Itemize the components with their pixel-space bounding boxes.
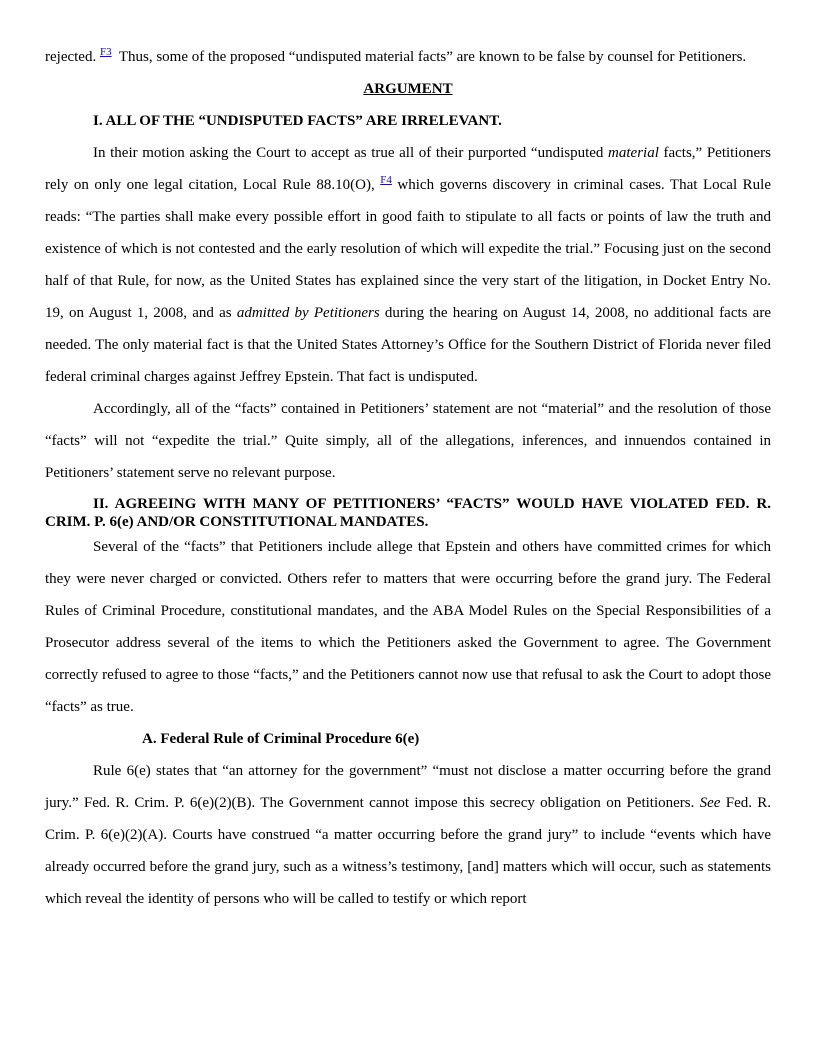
paragraph-3: Several of the “facts” that Petitioners include allege that Epstein and others have committed crimes for which they were never charged or convicted. Others refer to matters that were occurring before the grand jury. The Federal Rules of Criminal Procedure, constitutional mandates, and the ABA Model Rules on the Special Responsibilities of a Prosecutor address several of the items to which the Petitioners asked the Government to agree. The Government correctly refused to agree to those “facts,” and the Petitioners cannot now use that refusal to ask the Court to adopt those “facts” as true. — [45, 539, 771, 715]
section-heading-2: II. AGREEING WITH MANY OF PETITIONERS’ “FACTS” WOULD HAVE VIOLATED FED. R. CRIM. P. 6(e) AND/OR CONSTITUTIONAL MANDATES. — [45, 496, 771, 530]
section-heading-1: I. ALL OF THE “UNDISPUTED FACTS” ARE IRRELEVANT. — [93, 113, 502, 129]
paragraph-2: Accordingly, all of the “facts” contained in Petitioners’ statement are not “material” and the resolution of those “facts” will not “expedite the trial.” Quite simply, all of the allegations, inferences, and innuendos contained in Petitioners’ statement serve no relevant purpose. — [45, 401, 771, 481]
paragraph-text: Thus, some of the proposed “undisputed material facts” are known to be false by counsel for Petitioners. — [118, 49, 747, 65]
argument-heading: ARGUMENT — [363, 81, 453, 97]
paragraph-continuation — [45, 41, 771, 73]
emphasis-text: See — [699, 795, 721, 811]
subsection-heading-a: A. Federal Rule of Criminal Procedure 6(e) — [142, 731, 420, 747]
paragraph-text: facts,” Petitioners rely on only one legal citation, Local Rule 88.10(O), — [45, 145, 772, 193]
emphasis-text: admitted by Petitioners — [236, 305, 380, 321]
paragraph-text: Fed. R. Crim. P. 6(e)(2)(A). Courts have construed “a matter occurring before the grand jury” to include “events which have already occurred before the grand jury, such as a witness’s testimony, [and] matters which will occur, such as statements which reveal the identity of persons who will be called to testify or which report — [45, 795, 771, 907]
paragraph-1 — [45, 137, 771, 393]
footnote-link-f3[interactable]: F3 — [99, 46, 112, 58]
paragraph-text: during the hearing on August 14, 2008, no additional facts are needed. The only material fact is that the United States Attorney’s Office for the Southern District of Florida never filed federal criminal charges against Jeffrey Epstein. That fact is undisputed. — [45, 305, 771, 385]
paragraph-text: rejected. — [45, 49, 97, 65]
paragraph-text: In their motion asking the Court to accept as true all of their purported “undisputed — [93, 145, 609, 161]
document-page — [45, 41, 771, 915]
paragraph-4 — [45, 755, 771, 915]
paragraph-text: Rule 6(e) states that “an attorney for the government” “must not disclose a matter occurring before the grand jury.” Fed. R. Crim. P. 6(e)(2)(B). The Government cannot impose this secrecy obligation on Petitioners. — [45, 763, 771, 811]
emphasis-text: material — [608, 145, 659, 161]
paragraph-text: which governs discovery in criminal cases. That Local Rule reads: “The parties shall make every possible effort in good faith to stipulate to all facts or points of law the truth and existence of which is not contested and the early resolution of which will expedite the trial.” Focusing just on the second half of that Rule, for now, as the United States has explained since the very start of the litigation, in Docket Entry No. 19, on August 1, 2008, and as — [45, 177, 771, 321]
footnote-link-f4[interactable]: F4 — [380, 174, 392, 186]
